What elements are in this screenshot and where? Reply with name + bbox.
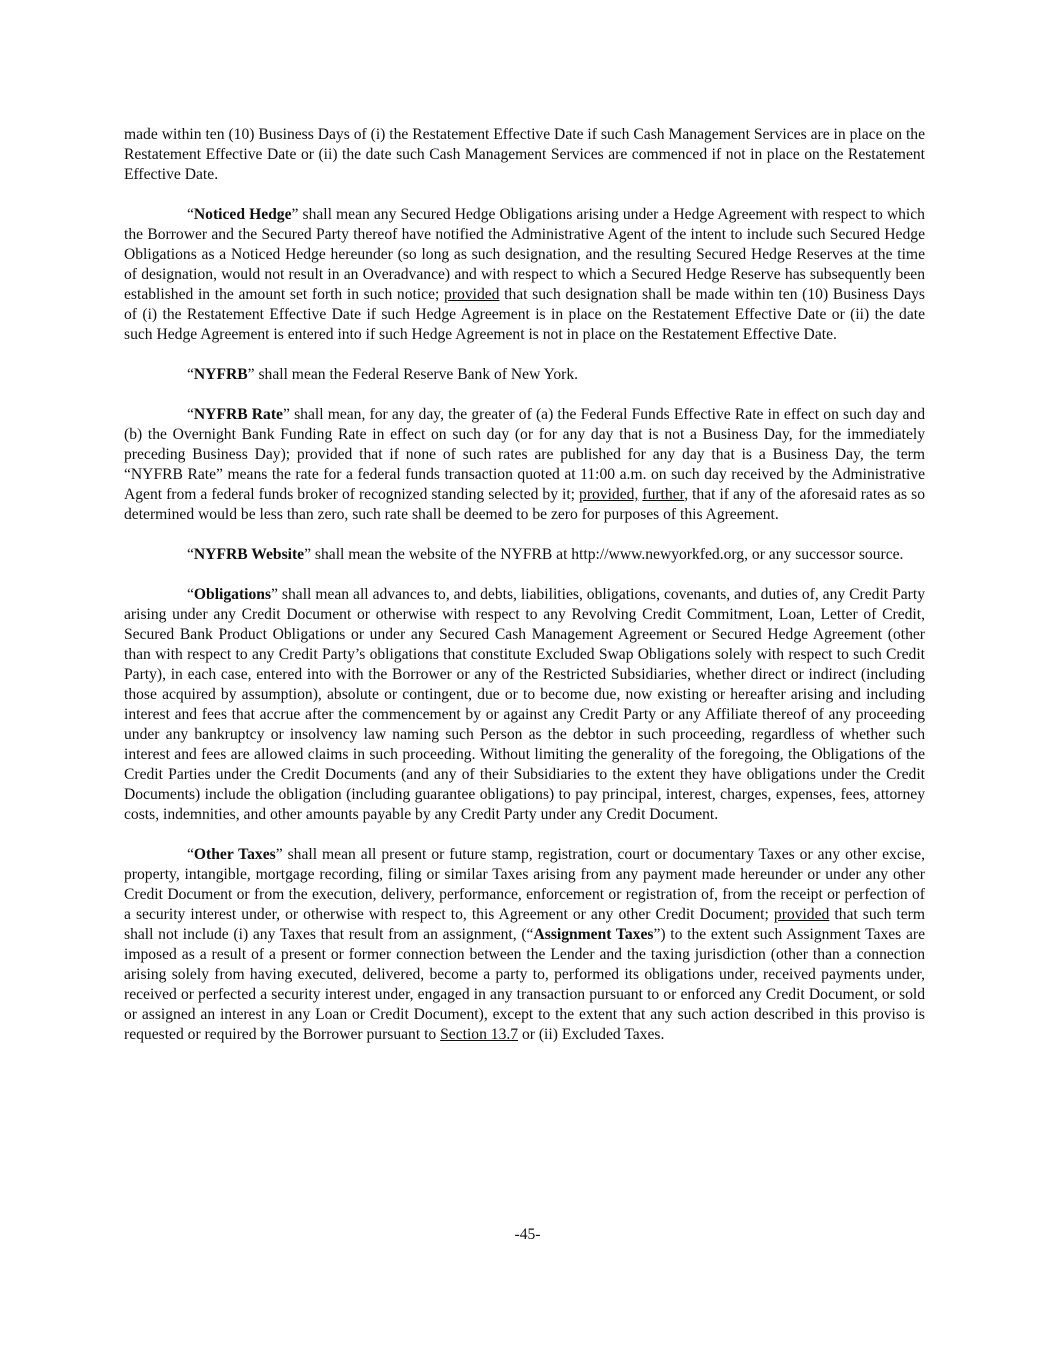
proviso-term: provided	[773, 906, 830, 923]
defined-term: Assignment Taxes	[533, 926, 654, 943]
section-reference: Section 13.7	[440, 1026, 519, 1043]
defined-term: NYFRB	[193, 366, 248, 383]
defined-term: Noticed Hedge	[193, 206, 292, 223]
definition-nyfrb: “NYFRB” shall mean the Federal Reserve Bank of New York.	[187, 366, 579, 383]
defined-term: Other Taxes	[193, 846, 276, 863]
definition-noticed-hedge: “Noticed Hedge” shall mean any Secured Hedge Obligations arising under a Hedge Agreement with respect to which the Borrower and the Secured Party thereof have notified the Administrative Agent of the intent to include such Secured Hedge Obligations as a Noticed Hedge hereunder (so long as such designation, and the resulting Secured Hedge Reserves at the time of designation, would not result in an Overadvance) and with respect to which a Secured Hedge Reserve has subsequently been established in the amount set forth in such notice; provided that such designation shall be made within ten (10) Business Days of (i) the Restatement Effective Date if such Hedge Agreement is in place on the Restatement Effective Date or (ii) the date such Hedge Agreement is entered into if such Hedge Agreement is not in place on the Restatement Effective Date.	[124, 206, 925, 343]
defined-term: NYFRB Rate	[193, 406, 283, 423]
defined-term: Obligations	[193, 586, 272, 603]
proviso-term: further	[642, 486, 685, 503]
definition-other-taxes: “Other Taxes” shall mean all present or future stamp, registration, court or documentary Taxes or any other excise, property, intangible, mortgage recording, filing or similar Taxes arising from any payment made hereunder or under any other Credit Document or from the execution, delivery, performance, enforcement or registration of, from the receipt or perfection of a security interest under, or otherwise with respect to, this Agreement or any other Credit Document; provided that such term shall not include (i) any Taxes that result from an assignment, (“Assignment Taxes”) to the extent such Assignment Taxes are imposed as a result of a present or former connection between the Lender and the taxing jurisdiction (other than a connection arising solely from having executed, delivered, become a party to, performed its obligations under, received payments under, received or perfected a security interest under, engaged in any transaction pursuant to or enforced any Credit Document, or sold or assigned an interest in any Loan or Credit Document), except to the extent that any such action described in this proviso is requested or required by the Borrower pursuant to Section 13.7 or (ii) Excluded Taxes.	[124, 846, 925, 1043]
definition-nyfrb-rate: “NYFRB Rate” shall mean, for any day, the greater of (a) the Federal Funds Effective Rate in effect on such day and (b) the Overnight Bank Funding Rate in effect on such day (or for any day that is not a Business Day, for the immediately preceding Business Day); provided that if none of such rates are published for any day that is a Business Day, the term “NYFRB Rate” means the rate for a federal funds transaction quoted at 11:00 a.m. on such day received by the Administrative Agent from a federal funds broker of recognized standing selected by it; provided, further, that if any of the aforesaid rates as so determined would be less than zero, such rate shall be deemed to be zero for purposes of this Agreement.	[124, 406, 926, 523]
page-number: -45-	[514, 1226, 541, 1243]
definition-nyfrb-website: “NYFRB Website” shall mean the website of the NYFRB at http://www.newyorkfed.org, or any successor source.	[187, 546, 904, 563]
document-body	[124, 125, 925, 1065]
defined-term: NYFRB Website	[193, 546, 305, 563]
proviso-term: provided	[444, 286, 500, 303]
paragraph-cash-management-continuation: made within ten (10) Business Days of (i) the Restatement Effective Date if such Cash Management Services are in place on the Restatement Effective Date or (ii) the date such Cash Management Services are commenced if not in place on the Restatement Effective Date.	[124, 126, 925, 183]
proviso-term: provided,	[579, 486, 639, 503]
definition-obligations: “Obligations” shall mean all advances to, and debts, liabilities, obligations, covenants, and duties of, any Credit Party arising under any Credit Document or otherwise with respect to any Revolving Credit Commitment, Loan, Letter of Credit, Secured Bank Product Obligations or under any Secured Cash Management Agreement or Secured Hedge Agreement (other than with respect to any Credit Party’s obligations that constitute Excluded Swap Obligations solely with respect to such Credit Party), in each case, entered into with the Borrower or any of the Restricted Subsidiaries, whether direct or indirect (including those acquired by assumption), absolute or contingent, due or to become due, now existing or hereafter arising and including interest and fees that accrue after the commencement by or against any Credit Party or any Affiliate thereof of any proceeding under any bankruptcy or insolvency law naming such Person as the debtor in such proceeding, regardless of whether such interest and fees are allowed claims in such proceeding. Without limiting the generality of the foregoing, the Obligations of the Credit Parties under the Credit Documents (and any of their Subsidiaries to the extent they have obligations under the Credit Documents) include the obligation (including guarantee obligations) to pay principal, interest, charges, expenses, fees, attorney costs, indemnities, and other amounts payable by any Credit Party under any Credit Document.	[124, 586, 925, 823]
